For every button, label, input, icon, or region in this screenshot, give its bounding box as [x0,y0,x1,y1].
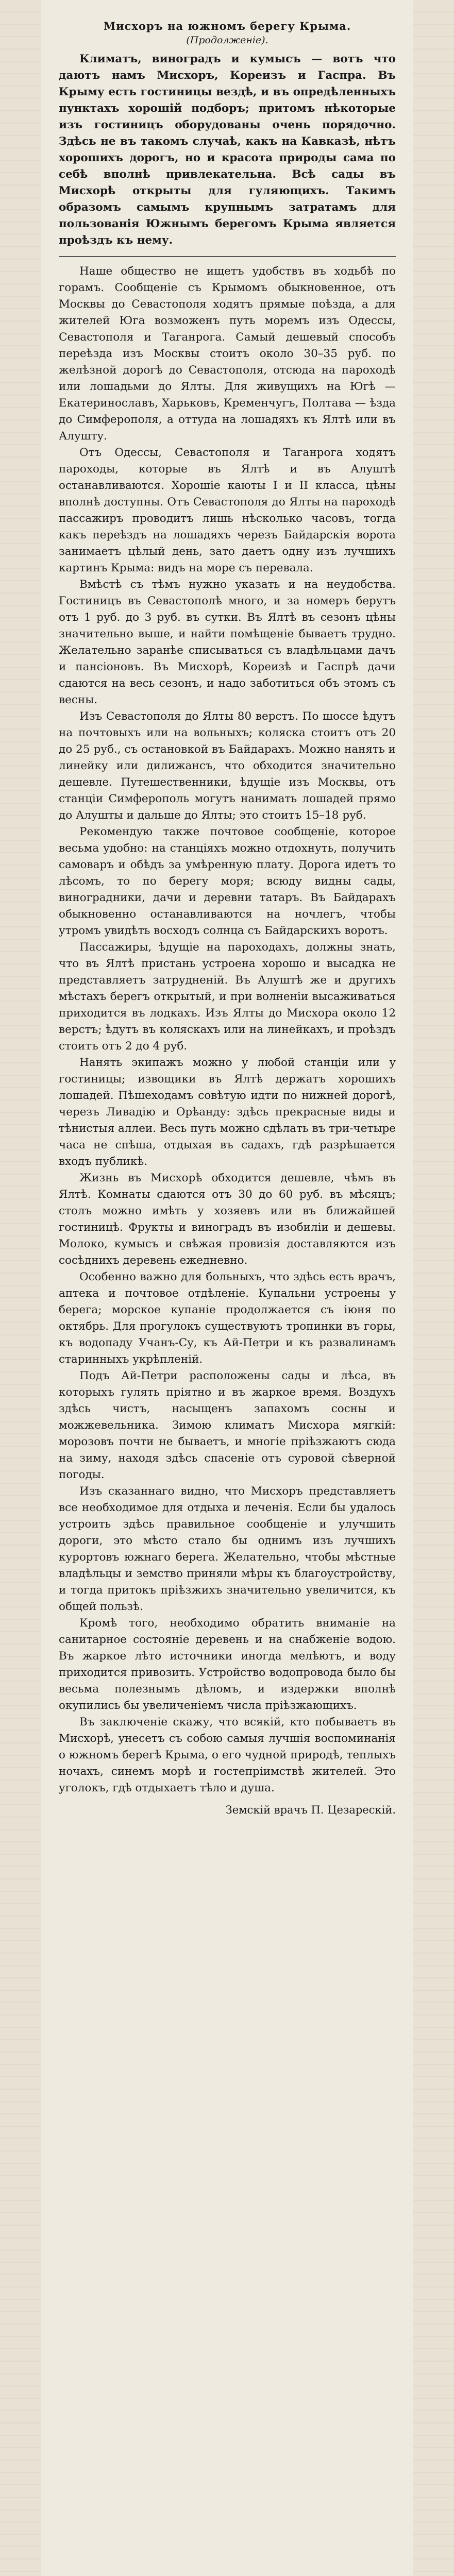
article-paragraph: Вмѣстѣ съ тѣмъ нужно указать и на неудобства. Гостиницъ въ Севастополѣ много, и за номеръ берутъ отъ 1 руб. до 3 руб. въ сутки. Въ Ялтѣ въ сезонъ цѣны значительно выше, и найти помѣщеніе бываетъ трудно. Желательно заранѣе списываться съ владѣльцами дачъ и пансіоновъ. Въ Мисхорѣ, Кореизѣ и Гаспрѣ дачи сдаются на весь сезонъ, и надо заботиться объ этомъ съ весны. [59,578,396,706]
article-column [41,20,413,2576]
article-paragraph: Изъ Севастополя до Ялты 80 верстъ. По шоссе ѣдутъ на почтовыхъ или на вольныхъ; коляска стоитъ отъ 20 до 25 руб., съ остановкой въ Байдарахъ. Можно нанять и линейку или дилижансъ, что обходится значительно дешевле. Путешественники, ѣдущіе изъ Москвы, отъ станціи Симферополь могутъ нанимать лошадей прямо до Алушты и дальше до Ялты; это стоитъ 15–18 руб. [59,710,396,822]
section-divider [59,256,396,257]
article-paragraph: Пассажиры, ѣдущіе на пароходахъ, должны знать, что въ Ялтѣ пристань устроена хорошо и высадка не представляетъ затрудненій. Въ Алуштѣ же и другихъ мѣстахъ берегъ открытый, и при волненіи высаживаться приходится въ лодкахъ. Изъ Ялты до Мисхора около 12 верстъ; ѣдутъ въ коляскахъ или на линейкахъ, и проѣздъ стоитъ отъ 2 до 4 руб. [59,941,396,1053]
article-paragraph: Изъ сказаннаго видно, что Мисхоръ представляетъ все необходимое для отдыха и леченія. Если бы удалось устроить здѣсь правильное сообщеніе и улучшить дороги, это мѣсто стало бы однимъ изъ лучшихъ курортовъ южнаго берега. Желательно, чтобы мѣстные владѣльцы и земство приняли мѣры къ благоустройству, и тогда притокъ пріѣзжихъ значительно увеличится, къ общей пользѣ. [59,1485,396,1613]
article-paragraph: Нанять экипажъ можно у любой станціи или у гостиницы; извощики въ Ялтѣ держатъ хорошихъ лошадей. Пѣшеходамъ совѣтую идти по нижней дорогѣ, черезъ Ливадію и Орѣанду: здѣсь прекрасные виды и тѣнистыя аллеи. Весь путь можно сдѣлать въ три-четыре часа не спѣша, отдыхая въ садахъ, гдѣ разрѣшается входъ публикѣ. [59,1056,396,1168]
article-title: Мисхоръ на южномъ берегу Крыма. [103,20,351,32]
article-paragraph: Жизнь въ Мисхорѣ обходится дешевле, чѣмъ въ Ялтѣ. Комнаты сдаются отъ 30 до 60 руб. въ мѣсяцъ; столъ можно имѣть у хозяевъ или въ ближайшей гостиницѣ. Фрукты и виноградъ въ изобиліи и дешевы. Молоко, кумысъ и свѣжая провизія доставляются изъ сосѣднихъ деревень ежедневно. [59,1172,396,1267]
author-signature: Земскій врачъ П. Цезарескій. [225,1804,396,1816]
article-paragraph: Въ заключеніе скажу, что всякій, кто побываетъ въ Мисхорѣ, унесетъ съ собою самыя лучшія воспоминанія о южномъ берегѣ Крыма, о его чудной природѣ, теплыхъ ночахъ, синемъ морѣ и гостепріимствѣ жителей. Это уголокъ, гдѣ отдыхаетъ тѣло и душа. [59,1716,396,1794]
article-paragraph: Кромѣ того, необходимо обратить вниманіе на санитарное состояніе деревень и на снабженіе водою. Въ жаркое лѣто источники иногда мелѣютъ, и воду приходится привозить. Устройство водопровода было бы весьма полезнымъ дѣломъ, и издержки вполнѣ окупились бы увеличеніемъ числа пріѣзжающихъ. [59,1617,396,1712]
article-paragraph: Отъ Одессы, Севастополя и Таганрога ходятъ пароходы, которые въ Ялтѣ и въ Алуштѣ останавливаются. Хорошіе каюты I и II класса, цѣны вполнѣ доступны. Отъ Севастополя до Ялты на пароходѣ пассажиръ проводитъ лишь нѣсколько часовъ, тогда какъ переѣздъ на лошадяхъ черезъ Байдарскія ворота занимаетъ цѣлый день, зато даетъ одну изъ лучшихъ картинъ Крыма: видъ на море съ перевала. [59,446,396,574]
right-margin-strip [413,0,454,2576]
article-paragraph: Подъ Ай-Петри расположены сады и лѣса, въ которыхъ гулять пріятно и въ жаркое время. Воздухъ здѣсь чистъ, насыщенъ запахомъ сосны и можжевельника. Зимою климатъ Мисхора мягкій: морозовъ почти не бываетъ, и многіе пріѣзжаютъ сюда на зиму, находя здѣсь спасеніе отъ суровой сѣверной погоды. [59,1369,396,1481]
article-paragraph: Климатъ, виноградъ и кумысъ — вотъ что даютъ намъ Мисхоръ, Кореизъ и Гаспра. Въ Крыму есть гостиницы вездѣ, и въ опредѣленныхъ пунктахъ хорошій подборъ; притомъ нѣкоторые изъ гостиницъ оборудованы очень порядочно. Здѣсь не въ такомъ случаѣ, какъ на Кавказѣ, нѣтъ хорошихъ дорогъ, но и красота природы сама по себѣ вполнѣ привлекательна. Всѣ сады въ Мисхорѣ открыты для гуляющихъ. Такимъ образомъ самымъ крупнымъ затратамъ для пользованія Южнымъ берегомъ Крыма является проѣздъ къ нему. [59,53,396,247]
article-paragraph: Наше общество не ищетъ удобствъ въ ходьбѣ по горамъ. Сообщеніе съ Крымомъ обыкновенное, отъ Москвы до Севастополя ходятъ прямые поѣзда, а для жителей Юга возможенъ путь моремъ изъ Одессы, Севастополя и Таганрога. Самый дешевый способъ переѣзда изъ Москвы стоитъ около 30–35 руб. по желѣзной дорогѣ до Севастополя, отсюда на пароходѣ или лошадьми до Ялты. Для живущихъ на Югѣ — Екатеринославъ, Харьковъ, Кременчугъ, Полтава — ѣзда до Симферополя, а оттуда на лошадяхъ къ Ялтѣ или въ Алушту. [59,265,396,443]
left-margin-strip [0,0,41,2576]
article-paragraph: Особенно важно для больныхъ, что здѣсь есть врачъ, аптека и почтовое отдѣленіе. Купальни устроены у берега; морское купаніе продолжается съ іюня по октябрь. Для прогулокъ существуютъ тропинки въ горы, къ водопаду Учанъ-Су, къ Ай-Петри и къ развалинамъ старинныхъ укрѣпленій. [59,1270,396,1366]
article-paragraph: Рекомендую также почтовое сообщеніе, которое весьма удобно: на станціяхъ можно отдохнуть, получить самоваръ и обѣдъ за умѣренную плату. Дорога идетъ то лѣсомъ, то по берегу моря; всюду видны сады, виноградники, дачи и деревни татаръ. Въ Байдарахъ обыкновенно останавливаются на ночлегъ, чтобы утромъ увидѣть восходъ солнца съ Байдарскихъ воротъ. [59,825,396,937]
article-subtitle: (Продолженіе). [186,35,268,46]
